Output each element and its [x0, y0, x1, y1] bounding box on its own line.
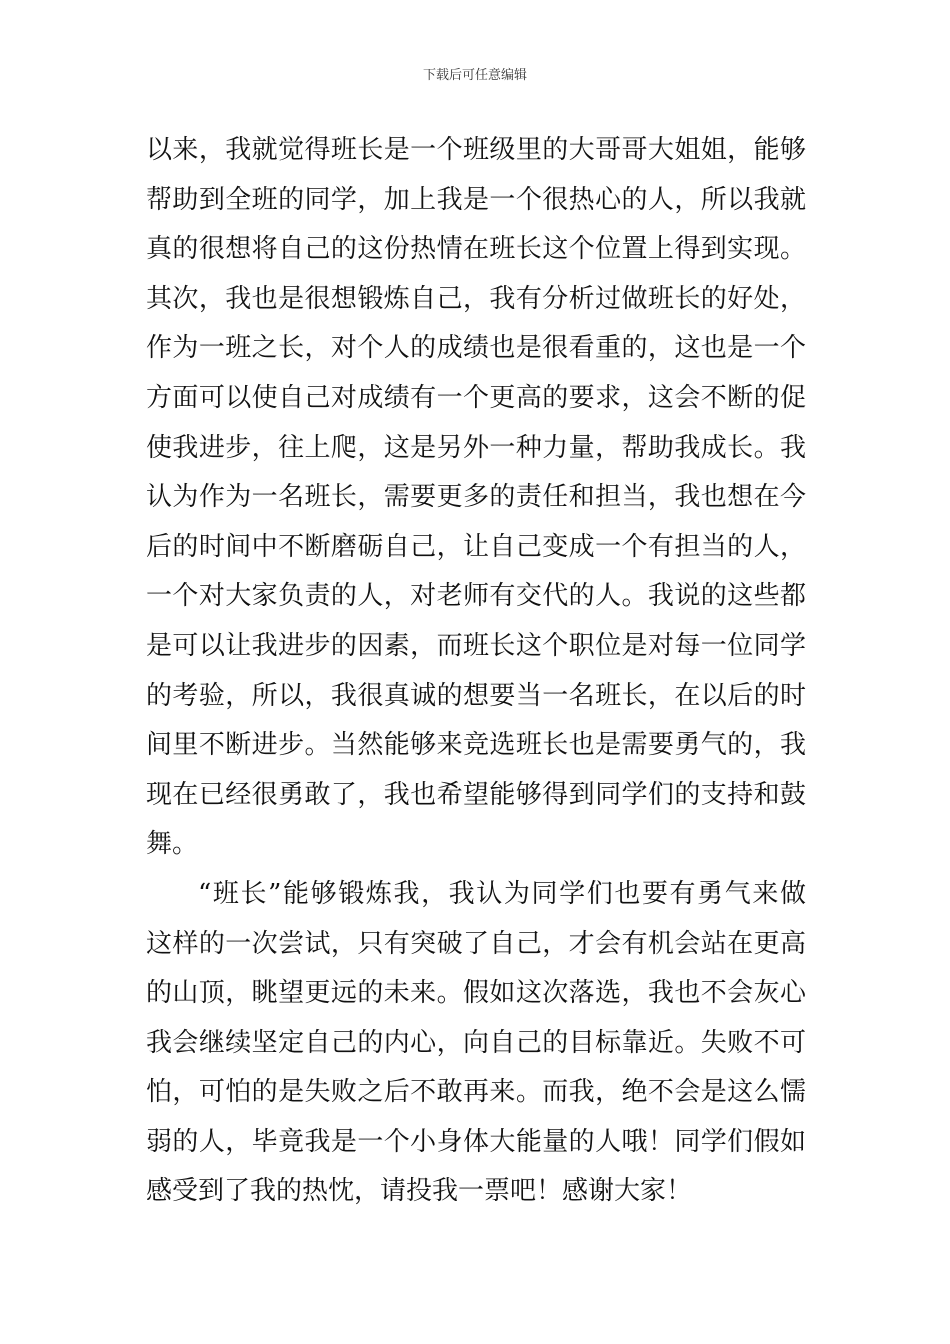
text-line: 作为一班之长，对个人的成绩也是很看重的，这也是一个 — [146, 333, 806, 364]
text-line: 后的时间中不断磨砺自己，让自己变成一个有担当的人， — [146, 531, 806, 562]
text-line: 是可以让我进步的因素，而班长这个职位是对每一位同学 — [146, 630, 806, 661]
text-line: 这样的一次尝试，只有突破了自己，才会有机会站在更高 — [146, 928, 806, 959]
text-line: “班长”能够锻炼我，我认为同学们也要有勇气来做 — [198, 878, 806, 909]
text-line: 间里不断进步。当然能够来竞选班长也是需要勇气的，我 — [146, 730, 806, 761]
text-line: 真的很想将自己的这份热情在班长这个位置上得到实现。 — [146, 234, 806, 265]
text-line: 方面可以使自己对成绩有一个更高的要求，这会不断的促 — [146, 382, 806, 413]
page-header: 下载后可任意编辑 — [422, 68, 527, 83]
document-body — [146, 126, 806, 1217]
text-line: 怕，可怕的是失败之后不敢再来。而我，绝不会是这么懦 — [146, 1077, 806, 1108]
text-line: 一个对大家负责的人，对老师有交代的人。我说的这些都 — [146, 581, 806, 612]
text-line: 使我进步，往上爬，这是另外一种力量，帮助我成长。我 — [146, 432, 806, 463]
text-line: 的山顶，眺望更远的未来。假如这次落选，我也不会灰心 — [146, 978, 806, 1009]
text-line: 帮助到全班的同学，加上我是一个很热心的人，所以我就 — [146, 184, 806, 215]
text-line: 认为作为一名班长，需要更多的责任和担当，我也想在今 — [146, 482, 806, 513]
text-line: 舞。 — [146, 829, 199, 860]
text-line: 以来，我就觉得班长是一个班级里的大哥哥大姐姐，能够 — [146, 135, 806, 165]
text-line: 的考验，所以，我很真诚的想要当一名班长，在以后的时 — [146, 680, 806, 711]
text-line: 感受到了我的热忱，请投我一票吧！感谢大家！ — [146, 1176, 693, 1207]
text-line: 其次，我也是很想锻炼自己，我有分析过做班长的好处， — [146, 283, 806, 314]
text-line: 我会继续坚定自己的内心，向自己的目标靠近。失败不可 — [146, 1027, 806, 1058]
text-line: 弱的人，毕竟我是一个小身体大能量的人哦！同学们假如 — [146, 1126, 806, 1157]
text-line: 现在已经很勇敢了，我也希望能够得到同学们的支持和鼓 — [146, 779, 806, 810]
